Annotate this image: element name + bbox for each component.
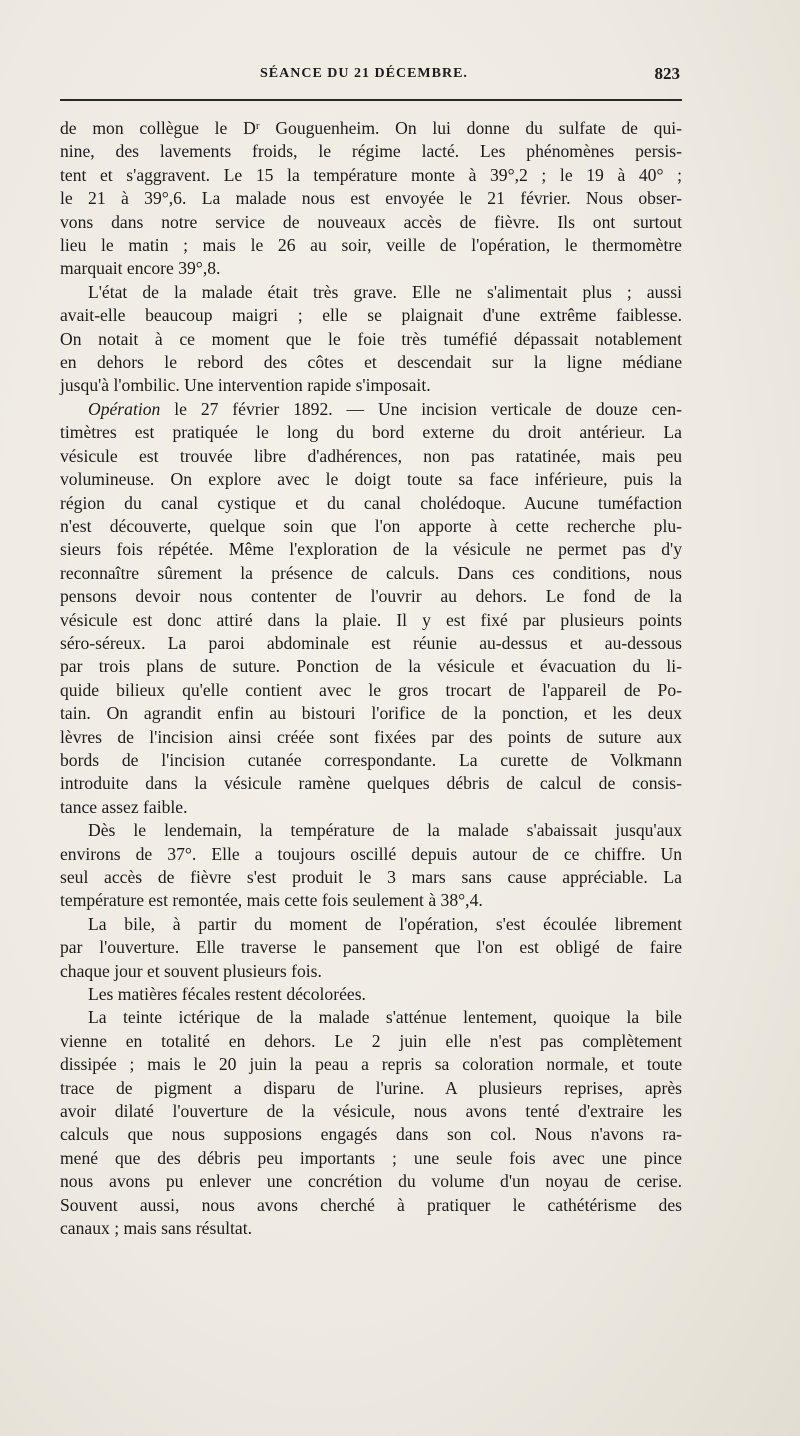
text-line: vons dans notre service de nouveaux accès de fièvre. Ils ont surtout [60,211,682,232]
text-line: sieurs fois répétée. Même l'exploration de la vésicule ne permet pas d'y [60,539,682,560]
text-line: tain. On agrandit enfin au bistouri l'orifice de la ponction, et les deux [60,703,682,724]
text-line: environs de 37°. Elle a toujours oscillé depuis autour de ce chiffre. Un [60,843,682,864]
paragraph [60,819,682,913]
text-line: le 21 à 39°,6. La malade nous est envoyée le 21 février. Nous obser- [60,188,682,209]
text-line: bords de l'incision cutanée correspondante. La curette de Volkmann [60,749,682,770]
paragraph [60,983,682,1006]
text-line: seul accès de fièvre s'est produit le 3 mars sans cause appréciable. La [60,867,682,887]
text-line: trace de pigment a disparu de l'urine. A plusieurs reprises, après [60,1077,682,1098]
header-rule [60,99,682,101]
text-line: lieu le matin ; mais le 26 au soir, veille de l'opération, le thermomètre [60,235,682,256]
text-line: canaux ; mais sans résultat. [60,1218,253,1239]
text-line [60,398,682,421]
text-line: La teinte ictérique de la malade s'atténue lentement, quoique la bile [88,1007,682,1028]
text-line: séro-séreux. La paroi abdominale est réunie au-dessus et au-dessous [60,632,682,653]
text-line: région du canal cystique et du canal cholédoque. Aucune tuméfaction [60,492,682,513]
text-line: On notait à ce moment que le foie très tuméfié dépassait notablement [60,328,682,349]
text-line: avait-elle beaucoup maigri ; elle se plaignait d'une extrême faiblesse. [60,305,682,326]
text-line: reconnaître sûrement la présence de calculs. Dans ces conditions, nous [60,562,682,583]
text-line: tance assez faible. [60,796,188,817]
page-header [60,64,682,88]
text-line: en dehors le rebord des côtes et descendait sur la ligne médiane [60,352,682,373]
text-line: lèvres de l'incision ainsi créée sont fixées par des points de suture aux [60,726,682,747]
text-line: quide bilieux qu'elle contient avec le gros trocart de l'appareil de Po- [60,679,682,700]
text-line: avoir dilaté l'ouverture de la vésicule, nous avons tenté d'extraire les [60,1101,682,1122]
text-line: La bile, à partir du moment de l'opération, s'est écoulée librement [88,913,682,934]
italic-lead: Opération [88,398,161,419]
text-line: vésicule est donc attiré dans la plaie. Il y est fixé par plusieurs points [60,609,682,630]
line-text: le 27 février 1892. — Une incision verticale de douze cen- [160,398,682,419]
text-line: tent et s'aggravent. Le 15 la température monte à 39°,2 ; le 19 à 40° ; [60,164,682,185]
text-line: Souvent aussi, nous avons cherché à pratiquer le cathétérisme des [60,1194,682,1215]
paragraph [60,117,682,281]
paragraph [60,913,682,983]
text-line: introduite dans la vésicule ramène quelques débris de calcul de consis- [60,773,682,794]
text-line: Les matières fécales restent décolorées. [88,984,366,1005]
text-line: L'état de la malade était très grave. Elle ne s'alimentait plus ; aussi [88,281,682,302]
text-line: volumineuse. On explore avec le doigt toute sa face inférieure, puis la [60,469,682,490]
text-line: dissipée ; mais le 20 juin la peau a repris sa coloration normale, et toute [60,1054,682,1075]
text-line: vésicule est trouvée libre d'adhérences, non pas ratatinée, mais peu [60,445,682,466]
text-line: Dès le lendemain, la température de la malade s'abaissait jusqu'aux [88,820,682,841]
text-line: par trois plans de suture. Ponction de la vésicule et évacuation du li- [60,656,682,677]
text-line: de mon collègue le Dʳ Gouguenheim. On lui donne du sulfate de qui- [60,118,682,138]
text-line: vienne en totalité en dehors. Le 2 juin elle n'est pas complètement [60,1030,682,1051]
text-line: température est remontée, mais cette fois seulement à 38°,4. [60,890,483,911]
text-line: nine, des lavements froids, le régime lacté. Les phénomènes persis- [60,141,682,162]
text-line: calculs que nous supposions engagés dans son col. Nous n'avons ra- [60,1124,682,1145]
text-line: marquait encore 39°,8. [60,258,221,279]
body-text [60,117,682,1241]
text-line: jusqu'à l'ombilic. Une intervention rapide s'imposait. [60,375,431,396]
running-title: SÉANCE DU 21 DÉCEMBRE. [260,66,468,81]
page-number: 823 [654,64,680,83]
text-line: nous avons pu enlever une concrétion du volume d'un noyau de cerise. [60,1171,682,1192]
text-line: n'est découverte, quelque soin que l'on apporte à cette recherche plu- [60,515,682,536]
paragraph [60,1006,682,1240]
text-line: chaque jour et souvent plusieurs fois. [60,960,322,981]
text-line: timètres est pratiquée le long du bord externe du droit antérieur. La [60,422,682,443]
paragraph [60,281,682,398]
text-line: par l'ouverture. Elle traverse le pansement que l'on est obligé de faire [60,937,682,958]
text-line: mené que des débris peu importants ; une seule fois avec une pince [60,1147,682,1168]
text-line: pensons devoir nous contenter de l'ouvrir au dehors. Le fond de la [60,586,682,607]
paragraph [60,398,682,819]
